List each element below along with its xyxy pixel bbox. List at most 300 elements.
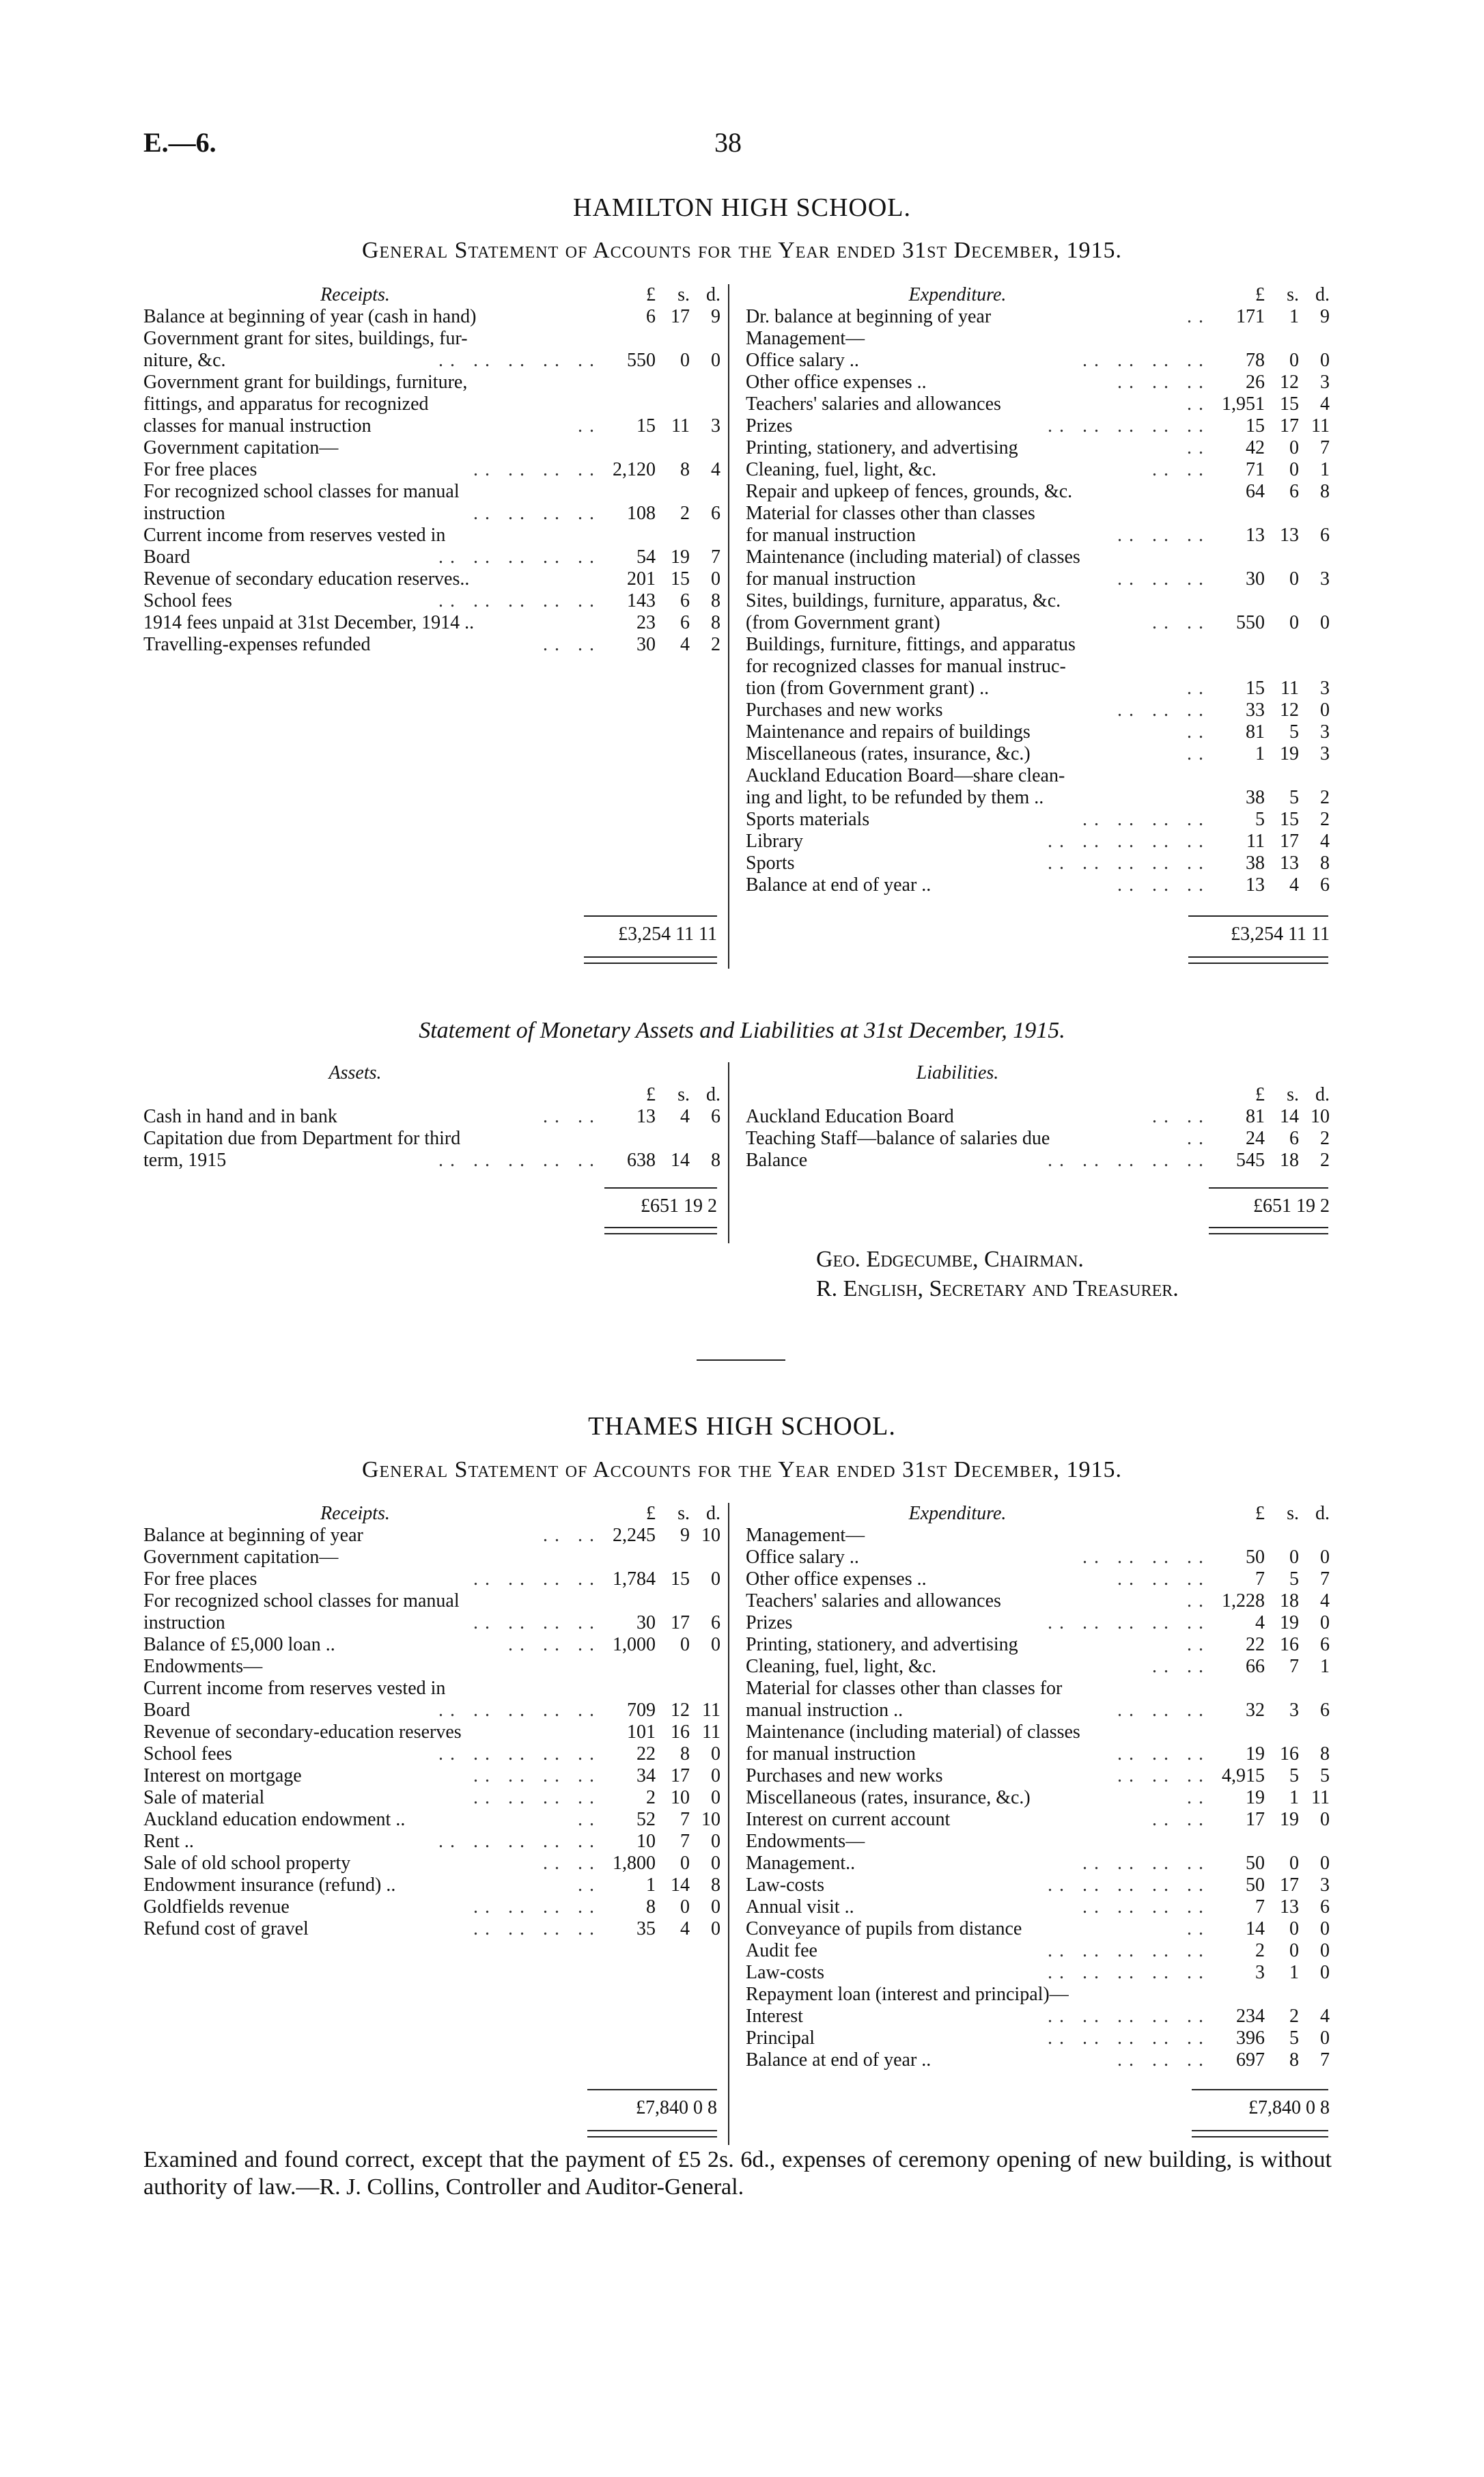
row-label: Cash in hand and in bank [143, 1106, 337, 1127]
pounds-value: 545 [1236, 1150, 1265, 1171]
shillings-value: 17 [671, 306, 690, 327]
pounds-value: 4 [1255, 1612, 1265, 1633]
pence-value: 7 [1320, 1568, 1330, 1590]
table-row [746, 2028, 1333, 2049]
leader-dots: .. .. .. .. .. [1048, 2028, 1210, 2049]
row-label: School fees [143, 1743, 232, 1765]
pence-value: 4 [1320, 393, 1330, 415]
pence-header: d. [1315, 1503, 1330, 1524]
table-row [143, 546, 724, 568]
row-label: Repair and upkeep of fences, grounds, &c. [746, 481, 1073, 502]
thames-statement-title: General Statement of Accounts for the Year ended 31st December, 1915. [361, 1457, 1123, 1482]
table-row [143, 568, 724, 590]
pounds-value: 52 [636, 1809, 656, 1830]
row-label: Miscellaneous (rates, insurance, &c.) [746, 1787, 1031, 1808]
pence-value: 2 [711, 634, 720, 655]
leader-dots: .. .. .. .. .. [1048, 1940, 1210, 1961]
shillings-value: 7 [680, 1831, 690, 1852]
shillings-value: 5 [1289, 787, 1299, 808]
chairman-signature [816, 1247, 1084, 1273]
shillings-value: 11 [671, 415, 690, 437]
shillings-value: 5 [1289, 721, 1299, 743]
shillings-value: 12 [671, 1700, 690, 1721]
table-row [746, 525, 1333, 546]
pounds-value: 22 [1246, 1634, 1265, 1655]
pence-value: 8 [711, 612, 720, 633]
leader-dots: .. [1187, 1634, 1210, 1655]
total-rule [1188, 915, 1328, 917]
shillings-value: 2 [1289, 2006, 1299, 2027]
leader-dots: .. [578, 415, 601, 437]
pence-value: 11 [702, 1721, 720, 1743]
table-row [143, 503, 724, 525]
row-label: Printing, stationery, and advertising [746, 1634, 1018, 1655]
shillings-value: 11 [1280, 678, 1299, 699]
table-row [746, 1831, 1333, 1853]
pounds-value: 7 [1255, 1568, 1265, 1590]
table-row [143, 1678, 724, 1700]
pounds-value: 396 [1236, 2028, 1265, 2049]
double-rule [1209, 1227, 1328, 1234]
shillings-value: 16 [671, 1721, 690, 1743]
pence-value: 0 [711, 568, 720, 590]
pounds-value: 26 [1246, 372, 1265, 393]
table-row [143, 1721, 724, 1743]
row-label: For recognized school classes for manual [143, 1590, 460, 1611]
leader-dots: .. .. .. .. [473, 1918, 601, 1939]
pounds-value: 30 [636, 1612, 656, 1633]
shillings-value: 1 [1289, 1787, 1299, 1808]
table-row [746, 459, 1333, 481]
pounds-value: 50 [1246, 1853, 1265, 1874]
row-label: Sports [746, 853, 795, 874]
leader-dots: .. .. [1152, 1656, 1210, 1677]
table-row [143, 1106, 724, 1128]
table-row [746, 1106, 1333, 1128]
pounds-value: 143 [627, 590, 656, 611]
pence-value: 0 [1320, 1547, 1330, 1568]
row-label: Material for classes other than classes for [746, 1678, 1063, 1699]
row-label: Teaching Staff—balance of salaries due [746, 1128, 1050, 1149]
row-label: for manual instruction [746, 568, 916, 590]
pence-value: 8 [1320, 1743, 1330, 1765]
table-row [746, 874, 1333, 896]
column-divider [728, 1062, 729, 1243]
pounds-header: £ [1255, 1503, 1265, 1524]
hamilton-expenditure-total: £3,254 11 11 [1231, 924, 1330, 945]
secretary-signature [816, 1276, 1179, 1302]
pence-value: 7 [711, 546, 720, 568]
row-label: Rent .. [143, 1831, 194, 1852]
row-label: For recognized school classes for manual [143, 481, 460, 502]
row-label: School fees [143, 590, 232, 611]
pence-value: 10 [701, 1525, 720, 1546]
row-label: Conveyance of pupils from distance [746, 1918, 1022, 1939]
pounds-value: 38 [1246, 787, 1265, 808]
table-row [143, 393, 724, 415]
row-label: Dr. balance at beginning of year [746, 306, 992, 327]
leader-dots: .. .. [1152, 612, 1210, 633]
table-row [143, 1128, 724, 1150]
shillings-value: 15 [671, 568, 690, 590]
shillings-value: 0 [1289, 437, 1299, 458]
pence-value: 6 [711, 1106, 720, 1127]
table-row [746, 1150, 1333, 1172]
chairman-signature-text: Geo. Edgecumbe, Chairman. [816, 1247, 1084, 1272]
table-row [143, 306, 724, 328]
pence-value: 8 [711, 1150, 720, 1171]
pence-value: 9 [711, 306, 720, 327]
leader-dots: .. [1187, 1590, 1210, 1611]
shillings-value: 16 [1280, 1634, 1299, 1655]
hamilton-statement-title: General Statement of Accounts for the Year ended 31st December, 1915. [361, 238, 1123, 263]
leader-dots: .. .. .. .. .. [438, 1700, 601, 1721]
leader-dots: .. .. .. .. [1082, 809, 1210, 830]
table-row [746, 656, 1333, 678]
row-label: Auckland education endowment .. [143, 1809, 406, 1830]
pence-header: d. [706, 1084, 720, 1105]
shillings-value: 0 [1289, 1940, 1299, 1961]
shillings-value: 17 [1280, 831, 1299, 852]
table-row [143, 415, 724, 437]
row-label: Sports materials [746, 809, 870, 830]
leader-dots: .. .. [1152, 1809, 1210, 1830]
row-label: Purchases and new works [746, 700, 943, 721]
leader-dots: .. .. [1152, 459, 1210, 480]
leader-dots: .. .. [543, 1525, 601, 1546]
pounds-value: 19 [1246, 1787, 1265, 1808]
table-row [143, 1809, 724, 1831]
shillings-value: 0 [1289, 350, 1299, 371]
shillings-value: 4 [680, 634, 690, 655]
row-label: Interest [746, 2006, 803, 2027]
leader-dots: .. .. .. [1117, 1765, 1210, 1786]
table-row [746, 1525, 1333, 1547]
table-row [746, 1787, 1333, 1809]
pounds-value: 4,915 [1222, 1765, 1265, 1786]
leader-dots: .. .. .. [1117, 568, 1210, 590]
shillings-value: 7 [1289, 1656, 1299, 1677]
leader-dots: .. .. .. .. .. [1048, 2006, 1210, 2027]
table-row [746, 415, 1333, 437]
pence-value: 0 [711, 1853, 720, 1874]
pence-value: 11 [1311, 1787, 1330, 1808]
shillings-value: 17 [1280, 1874, 1299, 1896]
table-row [746, 2049, 1333, 2071]
assets-heading: Assets. [328, 1062, 382, 1083]
shillings-value: 6 [1289, 1128, 1299, 1149]
row-label: Endowment insurance (refund) .. [143, 1874, 396, 1896]
row-label: Government grant for sites, buildings, fur- [143, 328, 468, 349]
pence-value: 8 [1320, 481, 1330, 502]
row-label: Revenue of secondary-education reserves [143, 1721, 462, 1743]
shillings-value: 4 [680, 1918, 690, 1939]
table-row [143, 1547, 724, 1568]
row-label: Revenue of secondary education reserves.. [143, 568, 470, 590]
shillings-header: s. [1287, 1503, 1299, 1524]
receipts-heading: Receipts. [320, 1503, 390, 1524]
row-label: Interest on current account [746, 1809, 951, 1830]
row-label: Law-costs [746, 1962, 825, 1983]
pence-header: d. [1315, 1084, 1330, 1105]
row-label: Balance at end of year .. [746, 874, 932, 896]
leader-dots: .. [578, 1809, 601, 1830]
table-row [746, 1918, 1333, 1940]
pence-value: 5 [1320, 1765, 1330, 1786]
pence-value: 0 [711, 1743, 720, 1765]
pence-value: 3 [711, 415, 720, 437]
leader-dots: .. .. .. [1117, 1568, 1210, 1590]
hamilton-receipts-total: £3,254 11 11 [618, 924, 717, 945]
pounds-value: 2 [646, 1787, 656, 1808]
shillings-header: s. [677, 1503, 690, 1524]
pence-value: 6 [711, 1612, 720, 1633]
leader-dots: .. .. .. .. .. [438, 350, 601, 371]
leader-dots: .. .. .. .. [473, 459, 601, 480]
pence-value: 0 [711, 1896, 720, 1918]
pounds-value: 78 [1246, 350, 1265, 371]
row-label: manual instruction .. [746, 1700, 904, 1721]
pence-header: d. [706, 284, 720, 305]
pence-value: 2 [1320, 1150, 1330, 1171]
pounds-value: 1,784 [613, 1568, 656, 1590]
double-rule [1188, 956, 1328, 964]
pence-value: 0 [711, 350, 720, 371]
row-label: Refund cost of gravel [143, 1918, 309, 1939]
shillings-value: 19 [1280, 743, 1299, 764]
row-label: For free places [143, 1568, 257, 1590]
hamilton-liabilities-total: £651 19 2 [1253, 1195, 1330, 1217]
pounds-value: 550 [1236, 612, 1265, 633]
pence-value: 3 [1320, 568, 1330, 590]
leader-dots: .. .. .. [1117, 1700, 1210, 1721]
pounds-value: 30 [1246, 568, 1265, 590]
pence-value: 8 [1320, 853, 1330, 874]
row-label: Government capitation— [143, 1547, 339, 1568]
row-label: Sites, buildings, furniture, apparatus, &c. [746, 590, 1061, 611]
table-row [746, 1612, 1333, 1634]
hamilton-assets-column [143, 1062, 724, 1172]
pounds-value: 15 [1246, 678, 1265, 699]
leader-dots: .. .. .. .. [1082, 1547, 1210, 1568]
pounds-value: 17 [1246, 1809, 1265, 1830]
pounds-value: 35 [636, 1918, 656, 1939]
table-row [746, 1634, 1333, 1656]
shillings-value: 19 [671, 546, 690, 568]
leader-dots: .. .. .. .. .. [1048, 1962, 1210, 1983]
row-label: Government capitation— [143, 437, 339, 458]
shillings-value: 17 [671, 1765, 690, 1786]
table-row [746, 1547, 1333, 1568]
table-row [143, 1590, 724, 1612]
row-label: niture, &c. [143, 350, 226, 371]
shillings-value: 1 [1289, 1962, 1299, 1983]
pence-value: 2 [1320, 809, 1330, 830]
table-row [746, 1874, 1333, 1896]
row-label: Audit fee [746, 1940, 817, 1961]
pence-value: 1 [1320, 1656, 1330, 1677]
shillings-header: s. [1287, 1084, 1299, 1105]
pounds-value: 13 [1246, 525, 1265, 546]
hamilton-liabilities-column [746, 1062, 1333, 1172]
pounds-value: 19 [1246, 1743, 1265, 1765]
section-divider [697, 1359, 785, 1361]
expenditure-heading: Expenditure. [908, 1503, 1007, 1524]
table-row [143, 350, 724, 372]
pounds-value: 14 [1246, 1918, 1265, 1939]
pounds-value: 1,800 [613, 1853, 656, 1874]
table-row [746, 765, 1333, 787]
leader-dots: .. [578, 1874, 601, 1896]
shillings-value: 13 [1280, 525, 1299, 546]
row-label: Maintenance (including material) of classes [746, 1721, 1080, 1743]
pence-header: d. [706, 1503, 720, 1524]
leader-dots: .. .. [543, 1853, 601, 1874]
row-label: Teachers' salaries and allowances [746, 1590, 1001, 1611]
pounds-value: 34 [636, 1765, 656, 1786]
row-label: Cleaning, fuel, light, &c. [746, 1656, 937, 1677]
shillings-value: 17 [671, 1612, 690, 1633]
shillings-value: 14 [671, 1150, 690, 1171]
leader-dots: .. .. .. .. [473, 1787, 601, 1808]
pence-value: 0 [1320, 2028, 1330, 2049]
row-label: Auckland Education Board—share clean- [746, 765, 1065, 786]
shillings-value: 4 [1289, 874, 1299, 896]
pence-value: 3 [1320, 372, 1330, 393]
table-row [746, 831, 1333, 853]
row-label: Current income from reserves vested in [143, 1678, 446, 1699]
shillings-value: 13 [1280, 1896, 1299, 1918]
shillings-value: 17 [1280, 415, 1299, 437]
leader-dots: .. .. .. [1117, 1743, 1210, 1765]
shillings-value: 0 [1289, 459, 1299, 480]
pounds-value: 66 [1246, 1656, 1265, 1677]
pence-value: 10 [1311, 1106, 1330, 1127]
row-label: Endowments— [746, 1831, 865, 1852]
pence-value: 0 [1320, 1918, 1330, 1939]
column-divider [728, 284, 729, 969]
table-row [746, 1962, 1333, 1984]
leader-dots: .. .. .. .. .. [438, 1150, 601, 1171]
shillings-value: 16 [1280, 1743, 1299, 1765]
shillings-value: 0 [680, 1634, 690, 1655]
table-row [746, 503, 1333, 525]
row-label: Balance [746, 1150, 808, 1171]
hamilton-expenditure-column [746, 284, 1333, 896]
table-row [746, 568, 1333, 590]
shillings-value: 8 [680, 459, 690, 480]
row-label: Cleaning, fuel, light, &c. [746, 459, 937, 480]
table-row [746, 328, 1333, 350]
row-label: fittings, and apparatus for recognized [143, 393, 429, 415]
shillings-value: 6 [680, 590, 690, 611]
leader-dots: .. .. .. .. [473, 1568, 601, 1590]
row-label: Balance of £5,000 loan .. [143, 1634, 335, 1655]
pounds-value: 54 [636, 546, 656, 568]
pence-value: 0 [1320, 350, 1330, 371]
pounds-value: 697 [1236, 2049, 1265, 2071]
pounds-value: 6 [646, 306, 656, 327]
pence-value: 2 [1320, 1128, 1330, 1149]
row-label: Principal [746, 2028, 815, 2049]
pounds-header: £ [646, 1503, 656, 1524]
pence-value: 4 [1320, 831, 1330, 852]
pence-value: 0 [711, 1918, 720, 1939]
pence-header: d. [1315, 284, 1330, 305]
total-rule [584, 915, 717, 917]
table-row [746, 634, 1333, 656]
pence-value: 4 [1320, 1590, 1330, 1611]
row-label: ing and light, to be refunded by them .. [746, 787, 1044, 808]
pounds-value: 101 [627, 1721, 656, 1743]
table-row [746, 393, 1333, 415]
leader-dots: .. [1187, 743, 1210, 764]
pounds-value: 201 [627, 568, 656, 590]
leader-dots: .. .. .. .. .. [438, 546, 601, 568]
shillings-value: 14 [1280, 1106, 1299, 1127]
table-row [746, 1809, 1333, 1831]
pounds-value: 11 [1246, 831, 1265, 852]
hamilton-assets-total: £651 19 2 [641, 1195, 717, 1217]
row-label: 1914 fees unpaid at 31st December, 1914 .. [143, 612, 475, 633]
pence-value: 9 [1320, 306, 1330, 327]
row-label: (from Government grant) [746, 612, 940, 633]
row-label: Management— [746, 328, 865, 349]
shillings-header: s. [677, 1084, 690, 1105]
row-label: Capitation due from Department for third [143, 1128, 461, 1149]
pence-value: 2 [1320, 787, 1330, 808]
shillings-value: 15 [1280, 809, 1299, 830]
pounds-value: 15 [1246, 415, 1265, 437]
pounds-value: 3 [1255, 1962, 1265, 1983]
pence-value: 0 [711, 1831, 720, 1852]
table-row [746, 809, 1333, 831]
pence-value: 0 [1320, 1853, 1330, 1874]
pounds-value: 7 [1255, 1896, 1265, 1918]
shillings-value: 12 [1280, 372, 1299, 393]
row-label: Board [143, 546, 191, 568]
pounds-value: 8 [646, 1896, 656, 1918]
row-label: Annual visit .. [746, 1896, 854, 1918]
pence-value: 8 [711, 590, 720, 611]
leader-dots: .. .. .. .. [1082, 350, 1210, 371]
pounds-value: 1,000 [613, 1634, 656, 1655]
table-row [746, 481, 1333, 503]
pence-value: 0 [711, 1634, 720, 1655]
row-label: Maintenance and repairs of buildings [746, 721, 1031, 743]
pounds-value: 50 [1246, 1547, 1265, 1568]
pence-value: 7 [1320, 2049, 1330, 2071]
table-row [746, 721, 1333, 743]
shillings-value: 12 [1280, 700, 1299, 721]
shillings-value: 0 [1289, 568, 1299, 590]
row-label: for manual instruction [746, 525, 916, 546]
row-label: Balance at beginning of year (cash in hand) [143, 306, 477, 327]
table-row [746, 1765, 1333, 1787]
pence-value: 0 [1320, 1940, 1330, 1961]
shillings-value: 4 [680, 1106, 690, 1127]
pence-value: 6 [1320, 1896, 1330, 1918]
table-row [143, 372, 724, 393]
row-label: term, 1915 [143, 1150, 227, 1171]
shillings-value: 19 [1280, 1809, 1299, 1830]
pounds-value: 1,228 [1222, 1590, 1265, 1611]
leader-dots: .. .. [543, 1106, 601, 1127]
row-label: Maintenance (including material) of classes [746, 546, 1080, 568]
row-label: Office salary .. [746, 350, 859, 371]
row-label: Travelling-expenses refunded [143, 634, 371, 655]
table-row [143, 1700, 724, 1721]
